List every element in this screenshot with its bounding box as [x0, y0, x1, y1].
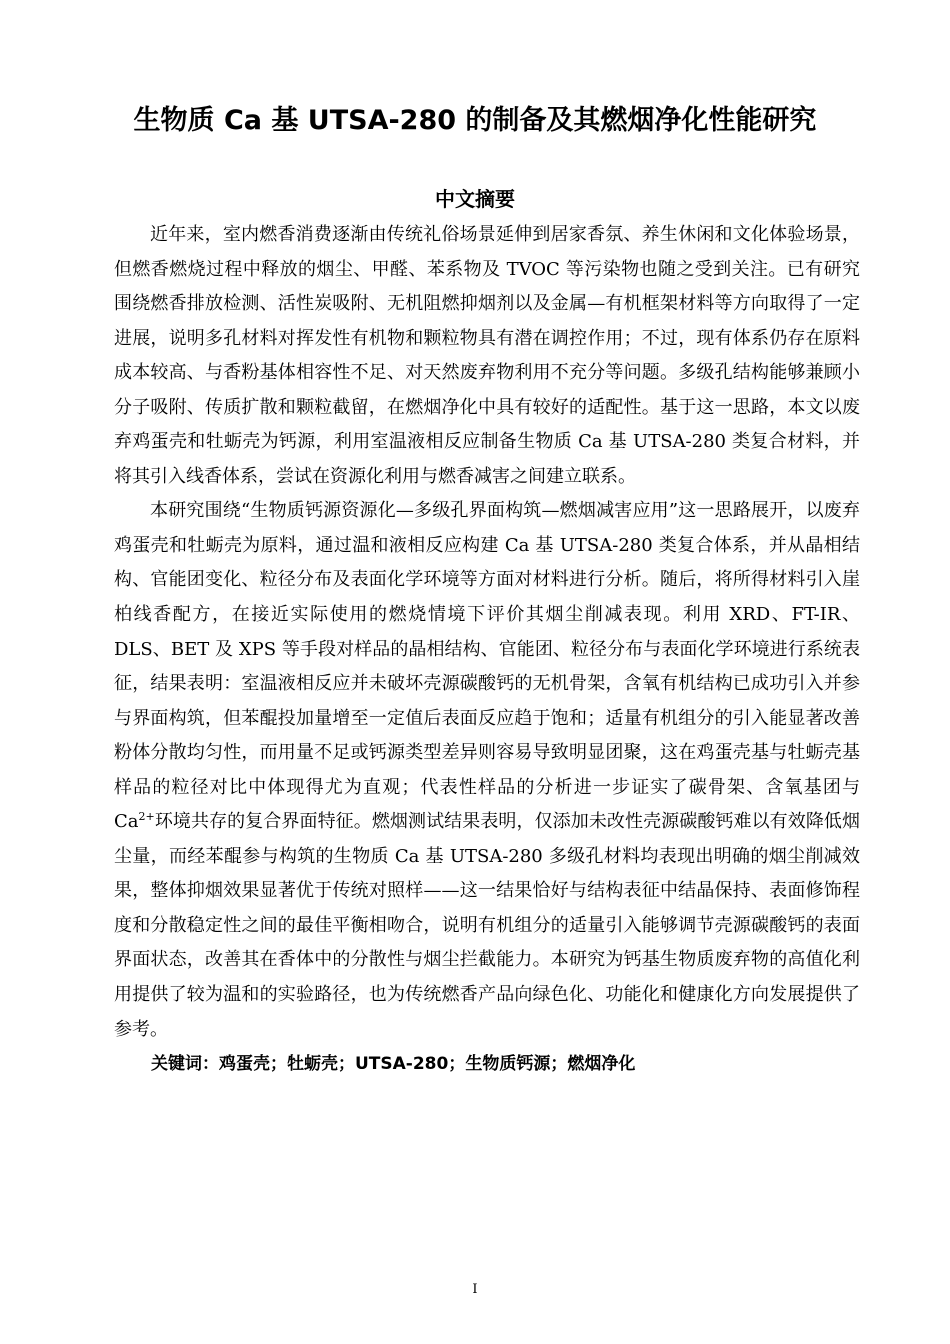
- paragraph-2-text-before-superscript: 本研究围绕“生物质钙源资源化—多级孔界面构筑—燃烟减害应用”这一思路展开，以废弃鸡蛋壳和牡蛎壳为原料，通过温和液相反应构建 Ca 基 UTSA-280 类复合体系，并从晶相结构、官能团变化、粒径分布及表面化学环境等方面对材料进行分析。随后，将所得材料引入崖柏线香配方，在接近实际使用的燃烧情境下评价其烟尘削减表现。利用 XRD、FT-IR、DLS、BET 及 XPS 等手段对样品的晶相结构、官能团、粒径分布与表面化学环境进行系统表征，结果表明：室温液相反应并未破坏壳源碳酸钙的无机骨架，含氧有机结构已成功引入并参与界面构筑，但苯醌投加量增至一定值后表面反应趋于饱和；适量有机组分的引入能显著改善粉体分散均匀性，而用量不足或钙源类型差异则容易导致明显团聚，这在鸡蛋壳基与牡蛎壳基样品的粒径对比中体现得尤为直观；代表性样品的分析进一步证实了碳骨架、含氧基团与 Ca: [114, 500, 860, 833]
- calcium-charge-superscript: 2+: [138, 810, 155, 824]
- abstract-paragraph-2: [114, 494, 860, 1047]
- abstract-paragraph-1: 近年来，室内燃香消费逐渐由传统礼俗场景延伸到居家香氛、养生休闲和文化体验场景，但燃香燃烧过程中释放的烟尘、甲醛、苯系物及 TVOC 等污染物也随之受到关注。已有研究围绕燃香排放检测、活性炭吸附、无机阻燃抑烟剂以及金属—有机框架材料等方向取得了一定进展，说明多孔材料对挥发性有机物和颗粒物具有潜在调控作用；不过，现有体系仍存在原料成本较高、与香粉基体相容性不足、对天然废弃物利用不充分等问题。多级孔结构能够兼顾小分子吸附、传质扩散和颗粒截留，在燃烟净化中具有较好的适配性。基于这一思路，本文以废弃鸡蛋壳和牡蛎壳为钙源，利用室温液相反应制备生物质 Ca 基 UTSA-280 类复合材料，并将其引入线香体系，尝试在资源化利用与燃香减害之间建立联系。: [114, 224, 860, 487]
- abstract-body: [114, 218, 860, 1080]
- abstract-heading: 中文摘要: [435, 187, 515, 211]
- page-number: I: [472, 1282, 478, 1297]
- paragraph-2-text-after-superscript: 环境共存的复合界面特征。燃烟测试结果表明，仅添加未改性壳源碳酸钙难以有效降低烟尘量，而经苯醌参与构筑的生物质 Ca 基 UTSA-280 多级孔材料均表现出明确的烟尘削减效果，整体抑烟效果显著优于传统对照样——这一结果恰好与结构表征中结晶保持、表面修饰程度和分散稳定性之间的最佳平衡相吻合，说明有机组分的适量引入能够调节壳源碳酸钙的表面界面状态，改善其在香体中的分散性与烟尘拦截能力。本研究为钙基生物质废弃物的高值化利用提供了较为温和的实验路径，也为传统燃香产品向绿色化、功能化和健康化方向发展提供了参考。: [114, 811, 860, 1040]
- keywords-line: 关键词：鸡蛋壳；牡蛎壳；UTSA-280；生物质钙源；燃烟净化: [151, 1054, 636, 1075]
- document-title: 生物质 Ca 基 UTSA-280 的制备及其燃烟净化性能研究: [133, 105, 817, 136]
